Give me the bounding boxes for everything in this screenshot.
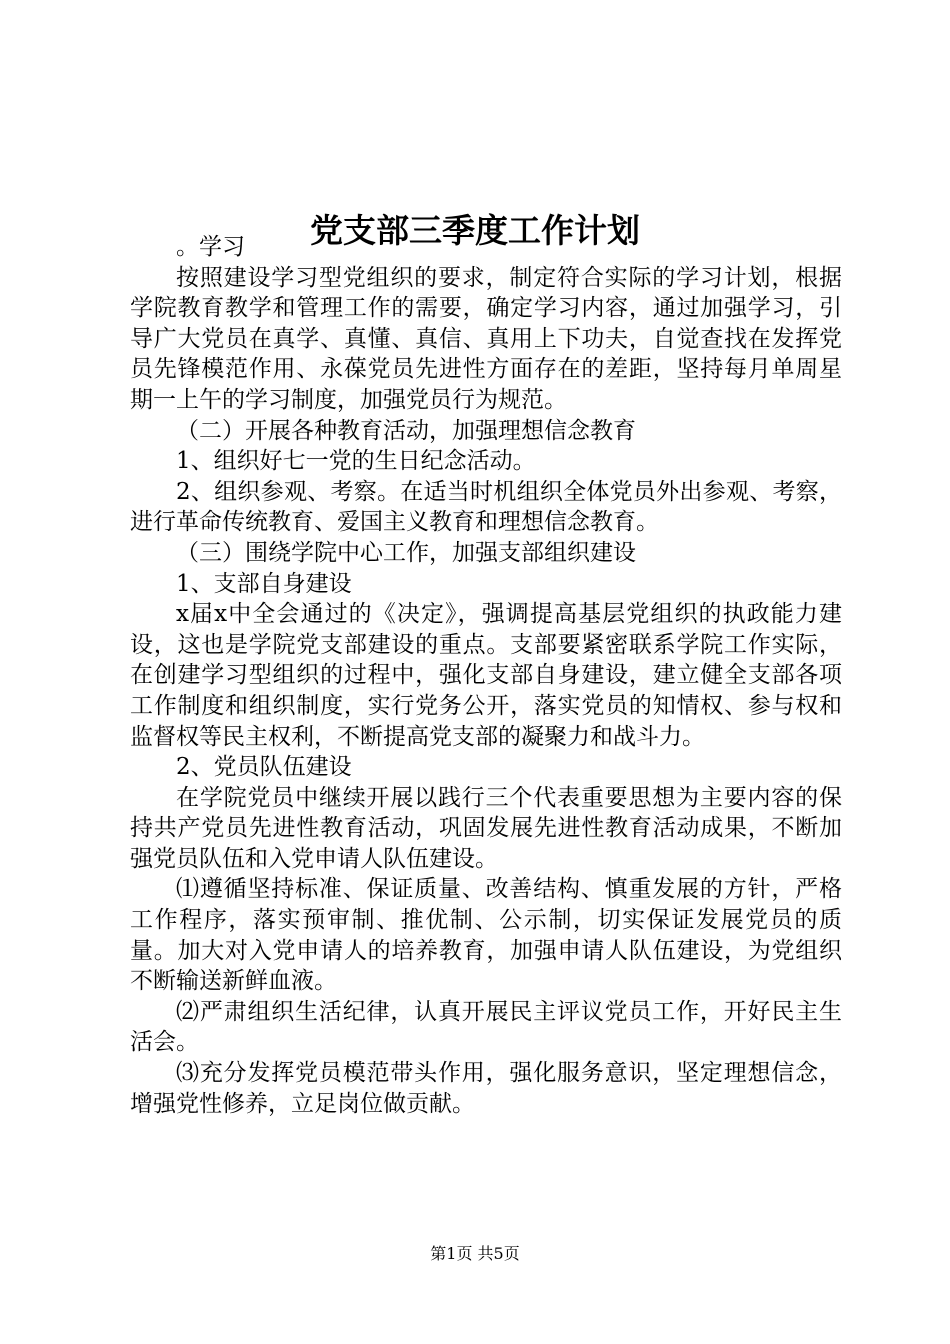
paragraph-section-two-heading: （二）开展各种教育活动，加强理想信念教育	[176, 417, 636, 444]
document-title: 党支部三季度工作计划	[310, 211, 640, 251]
paragraph-branch-building-heading: 1、支部自身建设	[176, 570, 352, 597]
paragraph-section-three-heading: （三）围绕学院中心工作，加强支部组织建设	[176, 539, 636, 566]
paragraph-item-july-first: 1、组织好七一党的生日纪念活动。	[176, 448, 536, 475]
paragraph-point-one: ⑴遵循坚持标准、保证质量、改善结构、慎重发展的方针，严格工作程序，落实预审制、推优制、公示制，切实保证发展党员的质量。加大对入党申请人的培养教育，加强申请人队伍建设，为党组织不断输送新鲜血液。	[130, 876, 842, 995]
paragraph-point-three: ⑶充分发挥党员模范带头作用，强化服务意识，坚定理想信念，增强党性修养，立足岗位做贡献。	[130, 1060, 842, 1117]
paragraph-team-building-body: 在学院党员中继续开展以践行三个代表重要思想为主要内容的保持共产党员先进性教育活动，巩固发展先进性教育活动成果，不断加强党员队伍和入党申请人队伍建设。	[130, 784, 842, 872]
paragraph-branch-building-body: x届x中全会通过的《决定》，强调提高基层党组织的执政能力建设，这也是学院党支部建设的重点。支部要紧密联系学院工作实际，在创建学习型组织的过程中，强化支部自身建设，建立健全支部各项工作制度和组织制度，实行党务公开，落实党员的知情权、参与权和监督权等民主权利，不断提高党支部的凝聚力和战斗力。	[130, 601, 842, 750]
document-body	[130, 232, 842, 1119]
paragraph-item-visits: 2、组织参观、考察。在适当时机组织全体党员外出参观、考察，进行革命传统教育、爱国主义教育和理想信念教育。	[130, 478, 842, 536]
page-number-footer: 第1页 共5页	[430, 1244, 520, 1263]
paragraph-point-two: ⑵严肃组织生活纪律，认真开展民主评议党员工作，开好民主生活会。	[130, 998, 842, 1056]
paragraph-study-plan: 按照建设学习型党组织的要求，制定符合实际的学习计划，根据学院教育教学和管理工作的需要，确定学习内容，通过加强学习，引导广大党员在真学、真懂、真信、真用上下功夫，自觉查找在发挥党员先锋模范作用、永葆党员先进性方面存在的差距，坚持每月单周星期一上午的学习制度，加强党员行为规范。	[130, 264, 842, 413]
paragraph-team-building-heading: 2、党员队伍建设	[176, 754, 352, 781]
paragraph-study-heading: 。学习	[176, 234, 245, 260]
